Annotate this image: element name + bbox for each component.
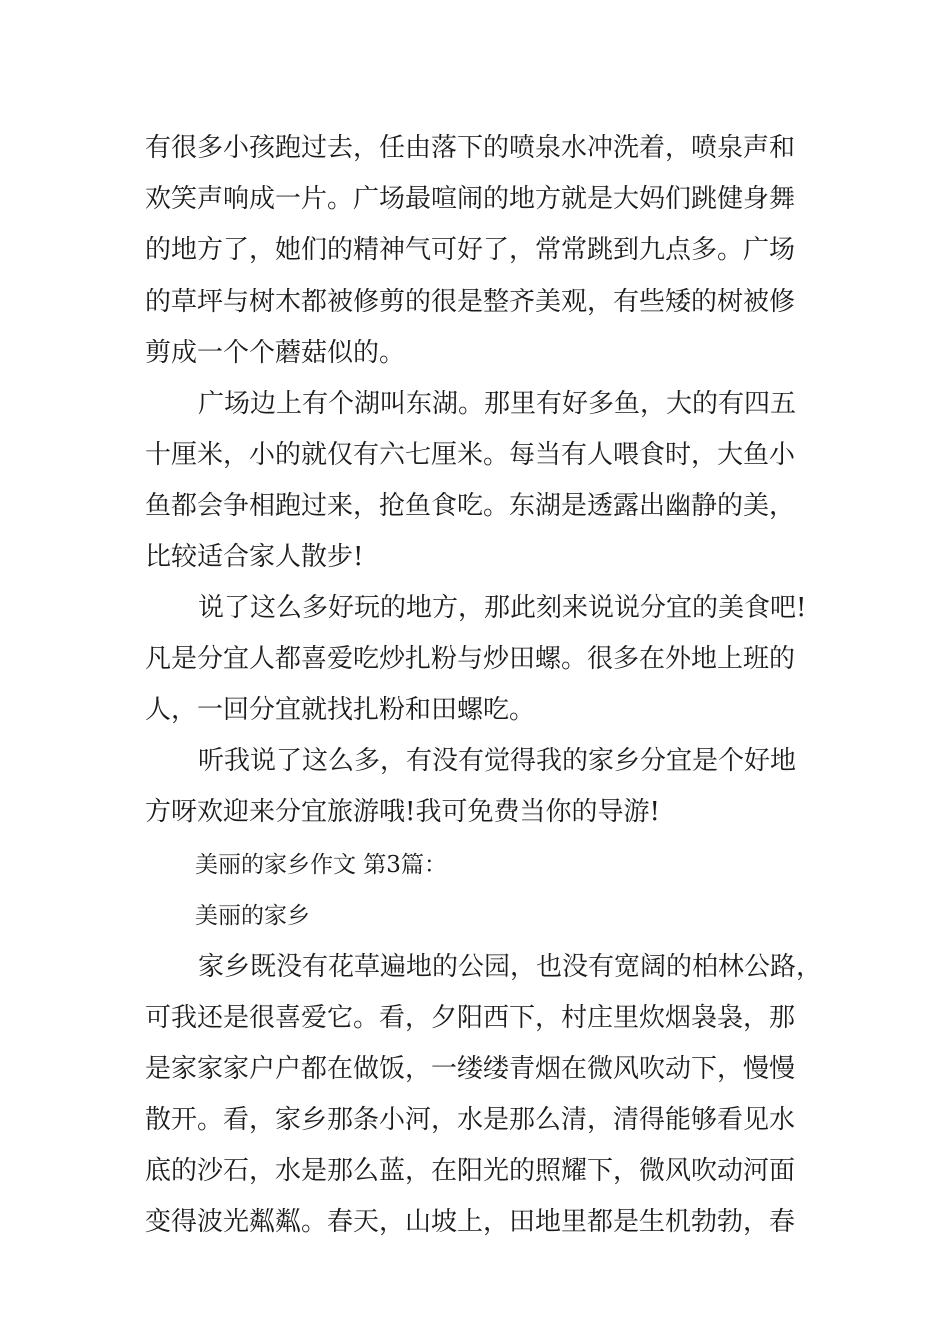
text-line: 的地方了，她们的精神气可好了，常常跳到九点多。广场 [145, 235, 796, 265]
text-line: 的草坪与树木都被修剪的很是整齐美观，有些矮的树被修 [145, 287, 796, 317]
text-line: 十厘米，小的就仅有六七厘米。每当有人喂食时，大鱼小 [145, 440, 796, 470]
text-line: 散开。看，家乡那条小河，水是那么清，清得能够看见水 [145, 1105, 796, 1135]
text-line: 有很多小孩跑过去，任由落下的喷泉水冲洗着，喷泉声和 [145, 133, 796, 163]
text-line: 可我还是很喜爱它。看，夕阳西下，村庄里炊烟袅袅，那 [145, 1003, 796, 1033]
paragraph-first-line: 听我说了这么多，有没有觉得我的家乡分宜是个好地 [198, 746, 797, 776]
text-line: 鱼都会争相跑过来，抢鱼食吃。东湖是透露出幽静的美， [145, 491, 796, 521]
text-line: 人，一回分宜就找扎粉和田螺吃。 [145, 695, 536, 725]
essay-title: 美丽的家乡 [195, 903, 310, 929]
paragraph-first-line: 家乡既没有花草遍地的公园，也没有宽阔的柏林公路， [198, 952, 823, 982]
text-line: 凡是分宜人都喜爱吃炒扎粉与炒田螺。很多在外地上班的 [145, 644, 796, 674]
text-line: 比较适合家人散步! [145, 542, 364, 572]
text-line: 剪成一个个蘑菇似的。 [145, 338, 406, 368]
text-line: 方呀欢迎来分宜旅游哦!我可免费当你的导游! [145, 797, 660, 827]
paragraph-first-line: 说了这么多好玩的地方，那此刻来说说分宜的美食吧! [198, 593, 807, 623]
paragraph-first-line: 广场边上有个湖叫东湖。那里有好多鱼，大的有四五 [198, 389, 797, 419]
text-line: 底的沙石，水是那么蓝，在阳光的照耀下，微风吹动河面 [145, 1156, 796, 1186]
text-line: 是家家家户户都在做饭，一缕缕青烟在微风吹动下，慢慢 [145, 1054, 796, 1084]
text-line: 欢笑声响成一片。广场最喧闹的地方就是大妈们跳健身舞 [145, 184, 796, 214]
section-heading: 美丽的家乡作文 第3篇： [195, 852, 447, 878]
text-line: 变得波光粼粼。春天，山坡上，田地里都是生机勃勃，春 [145, 1207, 796, 1237]
